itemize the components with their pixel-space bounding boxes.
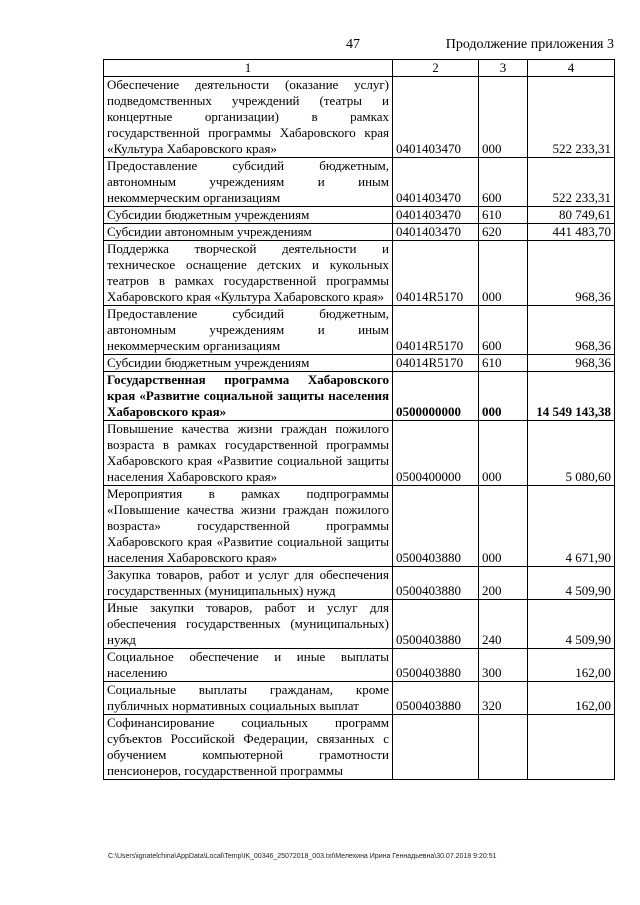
row-type: 600 (479, 158, 528, 207)
row-type: 610 (479, 355, 528, 372)
row-code: 0500000000 (393, 372, 479, 421)
row-amount: 441 483,70 (528, 224, 615, 241)
row-code: 0500403880 (393, 567, 479, 600)
row-name: Иные закупки товаров, работ и услуг для обеспечения государственных (муниципальных) нужд (104, 600, 393, 649)
table-row (104, 306, 615, 355)
table-row (104, 567, 615, 600)
row-code: 0500403880 (393, 600, 479, 649)
row-code: 0401403470 (393, 158, 479, 207)
row-name: Мероприятия в рамках подпрограммы «Повышение качества жизни граждан пожилого возраста» государственной программы Хабаровского края «Развитие социальной защиты населения Хабаровского края» (104, 486, 393, 567)
row-name: Повышение качества жизни граждан пожилого возраста в рамках государственной программы Хабаровского края «Развитие социальной защиты населения Хабаровского края» (104, 421, 393, 486)
row-code: 0401403470 (393, 77, 479, 158)
row-type (479, 715, 528, 780)
row-code: 0500403880 (393, 486, 479, 567)
row-type: 000 (479, 372, 528, 421)
row-amount: 968,36 (528, 355, 615, 372)
table-row (104, 715, 615, 780)
row-type: 300 (479, 649, 528, 682)
table-row (104, 207, 615, 224)
row-amount: 14 549 143,38 (528, 372, 615, 421)
row-amount: 4 509,90 (528, 567, 615, 600)
row-name: Субсидии автономным учреждениям (104, 224, 393, 241)
column-header: 1 (104, 60, 393, 77)
file-path-footer: C:\Users\ignatelchina\AppData\Local\Temp\IK_00346_25072018_003.txt\Мелехина Ирина Геннадьевна\30.07.2018 9:20:51 (108, 853, 497, 860)
row-amount: 968,36 (528, 306, 615, 355)
row-amount: 4 671,90 (528, 486, 615, 567)
row-type: 610 (479, 207, 528, 224)
row-amount: 968,36 (528, 241, 615, 306)
row-name: Поддержка творческой деятельности и техническое оснащение детских и кукольных театров в рамках государственной программы Хабаровского края «Культура Хабаровского края» (104, 241, 393, 306)
row-code: 0500403880 (393, 649, 479, 682)
row-name: Закупка товаров, работ и услуг для обеспечения государственных (муниципальных) нужд (104, 567, 393, 600)
row-code (393, 715, 479, 780)
row-code: 04014R5170 (393, 355, 479, 372)
header-row (104, 60, 615, 77)
column-header: 3 (479, 60, 528, 77)
row-code: 0500403880 (393, 682, 479, 715)
row-type: 320 (479, 682, 528, 715)
row-type: 000 (479, 241, 528, 306)
row-name: Обеспечение деятельности (оказание услуг) подведомственных учреждений (театры и концертные организации) в рамках государственной программы Хабаровского края «Культура Хабаровского края» (104, 77, 393, 158)
table-row (104, 241, 615, 306)
row-name: Софинансирование социальных программ субъектов Российской Федерации, связанных с обучением компьютерной грамотности пенсионеров, государственной программы (104, 715, 393, 780)
row-code: 04014R5170 (393, 241, 479, 306)
row-name: Субсидии бюджетным учреждениям (104, 207, 393, 224)
row-amount: 162,00 (528, 682, 615, 715)
row-name: Субсидии бюджетным учреждениям (104, 355, 393, 372)
row-type: 000 (479, 486, 528, 567)
table-row (104, 158, 615, 207)
row-amount: 522 233,31 (528, 77, 615, 158)
row-name: Предоставление субсидий бюджетным, автономным учреждениям и иным некоммерческим организациям (104, 158, 393, 207)
continuation-label: Продолжение приложения 3 (445, 37, 614, 52)
table-row (104, 486, 615, 567)
row-type: 620 (479, 224, 528, 241)
row-type: 000 (479, 77, 528, 158)
row-name: Государственная программа Хабаровского края «Развитие социальной защиты населения Хабаровского края» (104, 372, 393, 421)
row-name: Предоставление субсидий бюджетным, автономным учреждениям и иным некоммерческим организациям (104, 306, 393, 355)
row-type: 200 (479, 567, 528, 600)
row-type: 000 (479, 421, 528, 486)
budget-table (103, 59, 615, 780)
row-name: Социальное обеспечение и иные выплаты населению (104, 649, 393, 682)
row-amount: 4 509,90 (528, 600, 615, 649)
table-row (104, 649, 615, 682)
table-row (104, 355, 615, 372)
row-type: 240 (479, 600, 528, 649)
table-row (104, 600, 615, 649)
table-row (104, 682, 615, 715)
column-header: 4 (528, 60, 615, 77)
row-code: 0500400000 (393, 421, 479, 486)
row-amount: 80 749,61 (528, 207, 615, 224)
row-amount: 522 233,31 (528, 158, 615, 207)
table-row (104, 224, 615, 241)
row-amount: 162,00 (528, 649, 615, 682)
row-name: Социальные выплаты гражданам, кроме публичных нормативных социальных выплат (104, 682, 393, 715)
page-number: 47 (346, 37, 360, 52)
table-row (104, 421, 615, 486)
row-code: 0401403470 (393, 207, 479, 224)
column-header: 2 (393, 60, 479, 77)
row-type: 600 (479, 306, 528, 355)
row-amount (528, 715, 615, 780)
row-amount: 5 080,60 (528, 421, 615, 486)
row-code: 04014R5170 (393, 306, 479, 355)
row-code: 0401403470 (393, 224, 479, 241)
table-row (104, 372, 615, 421)
table-row (104, 77, 615, 158)
